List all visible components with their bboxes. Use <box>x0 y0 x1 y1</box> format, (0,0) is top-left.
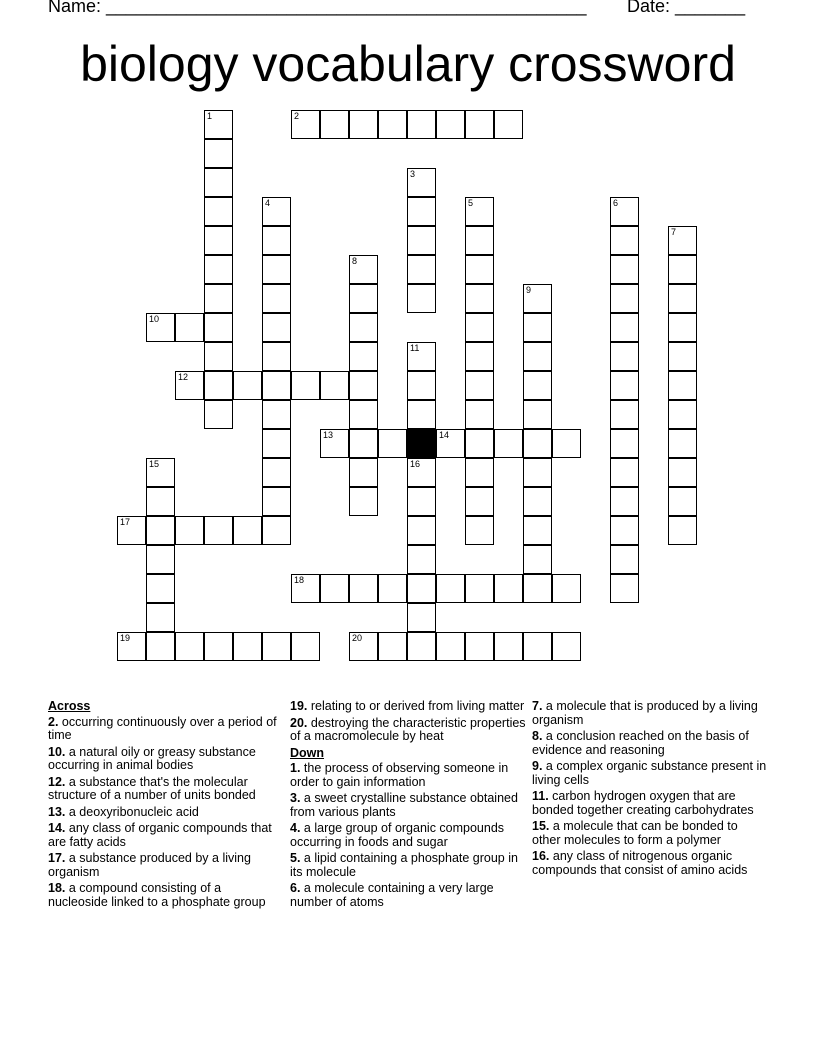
grid-cell[interactable] <box>465 574 494 603</box>
grid-cell[interactable] <box>610 458 639 487</box>
grid-cell[interactable] <box>494 632 523 661</box>
grid-cell[interactable] <box>349 371 378 400</box>
grid-cell[interactable] <box>262 429 291 458</box>
grid-cell[interactable] <box>117 516 146 545</box>
grid-cell[interactable] <box>146 458 175 487</box>
clue-number: 3 <box>410 169 416 179</box>
clue-item <box>290 762 526 789</box>
grid-cell[interactable] <box>378 574 407 603</box>
grid-cell[interactable] <box>349 255 378 284</box>
grid-cell[interactable] <box>610 400 639 429</box>
grid-cell[interactable] <box>349 632 378 661</box>
clue-number: 16 <box>410 459 421 469</box>
grid-cell[interactable] <box>146 574 175 603</box>
clue-number: 14 <box>439 430 450 440</box>
clue-item-number: 12. <box>48 774 66 789</box>
grid-cell[interactable] <box>204 371 233 400</box>
grid-cell[interactable] <box>407 516 436 545</box>
grid-cell[interactable] <box>146 313 175 342</box>
clue-item-number: 15. <box>532 819 550 833</box>
grid-cell[interactable] <box>204 226 233 255</box>
grid-cell[interactable] <box>262 632 291 661</box>
down-clue-list-continued <box>532 700 768 877</box>
clue-item <box>290 792 526 819</box>
clue-item-text: any class of organic compounds that are fatty acids <box>48 821 272 849</box>
grid-cell[interactable] <box>204 197 233 226</box>
grid-cell[interactable] <box>407 197 436 226</box>
grid-cell[interactable] <box>407 110 436 139</box>
grid-cell[interactable] <box>610 255 639 284</box>
grid-cell[interactable] <box>262 197 291 226</box>
grid-cell[interactable] <box>175 632 204 661</box>
grid-cell[interactable] <box>668 284 697 313</box>
grid-cell[interactable] <box>407 371 436 400</box>
page-title: biology vocabulary crossword <box>80 36 736 92</box>
grid-cell[interactable] <box>378 110 407 139</box>
grid-cell[interactable] <box>610 516 639 545</box>
grid-cell[interactable] <box>610 487 639 516</box>
grid-cell[interactable] <box>465 255 494 284</box>
grid-cell[interactable] <box>262 255 291 284</box>
grid-cell[interactable] <box>668 429 697 458</box>
grid-cell[interactable] <box>668 255 697 284</box>
clue-item-number: 11. <box>532 789 549 803</box>
black-cell <box>407 429 436 458</box>
grid-cell[interactable] <box>552 574 581 603</box>
grid-cell[interactable] <box>291 632 320 661</box>
grid-cell[interactable] <box>465 429 494 458</box>
grid-cell[interactable] <box>349 284 378 313</box>
clues-column-2 <box>290 700 526 912</box>
clue-item <box>532 820 768 847</box>
grid-cell[interactable] <box>146 632 175 661</box>
down-heading: Down <box>290 745 325 760</box>
clue-item-text: a molecule that can be bonded to other molecules to form a polymer <box>532 819 738 847</box>
clue-item <box>48 716 284 743</box>
grid-cell[interactable] <box>552 429 581 458</box>
clue-item <box>532 760 768 787</box>
grid-cell[interactable] <box>407 487 436 516</box>
grid-cell[interactable] <box>668 313 697 342</box>
grid-cell[interactable] <box>349 313 378 342</box>
grid-cell[interactable] <box>407 284 436 313</box>
grid-cell[interactable] <box>436 110 465 139</box>
grid-cell[interactable] <box>436 429 465 458</box>
grid-cell[interactable] <box>204 400 233 429</box>
grid-cell[interactable] <box>523 342 552 371</box>
grid-cell[interactable] <box>523 458 552 487</box>
grid-cell[interactable] <box>204 284 233 313</box>
clue-item <box>48 822 284 849</box>
clue-item <box>290 882 526 909</box>
clue-item-text: destroying the characteristic properties of a macromolecule by heat <box>290 715 526 743</box>
grid-cell[interactable] <box>146 516 175 545</box>
grid-cell[interactable] <box>146 545 175 574</box>
clue-item-number: 14. <box>48 821 66 835</box>
grid-cell[interactable] <box>610 545 639 574</box>
grid-cell[interactable] <box>262 400 291 429</box>
grid-cell[interactable] <box>668 400 697 429</box>
clue-item-text: a deoxyribonucleic acid <box>65 804 199 819</box>
grid-cell[interactable] <box>349 458 378 487</box>
grid-cell[interactable] <box>668 342 697 371</box>
grid-cell[interactable] <box>523 545 552 574</box>
grid-cell[interactable] <box>668 516 697 545</box>
grid-cell[interactable] <box>610 371 639 400</box>
grid-cell[interactable] <box>204 516 233 545</box>
clue-item-text: a complex organic substance present in living cells <box>532 759 767 787</box>
grid-cell[interactable] <box>465 284 494 313</box>
clue-item <box>290 700 526 714</box>
grid-cell[interactable] <box>262 458 291 487</box>
across-clue-list <box>48 716 284 910</box>
grid-cell[interactable] <box>175 371 204 400</box>
date-label: Date: <box>627 0 676 16</box>
grid-cell[interactable] <box>291 574 320 603</box>
clue-number: 1 <box>207 111 213 121</box>
clue-number: 4 <box>265 198 271 208</box>
clue-item-text: a molecule containing a very large number of atoms <box>290 881 494 909</box>
clue-item-text: the process of observing someone in order to gain information <box>290 761 509 789</box>
clue-item-text: a sweet crystalline substance obtained from various plants <box>290 791 518 819</box>
clue-item-number: 13. <box>48 804 66 819</box>
grid-cell[interactable] <box>262 226 291 255</box>
grid-cell[interactable] <box>523 516 552 545</box>
grid-cell[interactable] <box>610 342 639 371</box>
clue-item-number: 17. <box>48 851 66 865</box>
grid-cell[interactable] <box>407 603 436 632</box>
grid-cell[interactable] <box>465 632 494 661</box>
clue-item <box>290 852 526 879</box>
grid-cell[interactable] <box>320 429 349 458</box>
grid-cell[interactable] <box>668 226 697 255</box>
grid-cell[interactable] <box>204 168 233 197</box>
clue-number: 9 <box>526 285 532 295</box>
grid-cell[interactable] <box>465 226 494 255</box>
grid-cell[interactable] <box>407 255 436 284</box>
clue-item <box>532 790 768 817</box>
clue-item <box>48 852 284 879</box>
grid-cell[interactable] <box>407 632 436 661</box>
clue-item-text: a substance produced by a living organism <box>48 851 251 879</box>
grid-cell[interactable] <box>262 516 291 545</box>
clue-item <box>290 717 526 744</box>
grid-cell[interactable] <box>320 110 349 139</box>
clue-item <box>532 850 768 877</box>
clue-number: 5 <box>468 198 474 208</box>
grid-cell[interactable] <box>146 487 175 516</box>
grid-cell[interactable] <box>610 197 639 226</box>
clue-number: 2 <box>294 111 300 121</box>
clue-item-text: a natural oily or greasy substance occurring in animal bodies <box>48 744 256 772</box>
grid-cell[interactable] <box>407 400 436 429</box>
clue-item-number: 10. <box>48 744 66 759</box>
grid-cell[interactable] <box>204 255 233 284</box>
grid-cell[interactable] <box>610 284 639 313</box>
grid-cell[interactable] <box>610 313 639 342</box>
grid-cell[interactable] <box>407 342 436 371</box>
grid-cell[interactable] <box>320 574 349 603</box>
clue-number: 11 <box>410 343 420 353</box>
clue-item-number: 5. <box>290 851 301 865</box>
clue-item-text: any class of nitrogenous organic compounds that consist of amino acids <box>532 849 748 877</box>
clue-number: 12 <box>178 372 189 382</box>
grid-cell[interactable] <box>204 342 233 371</box>
grid-cell[interactable] <box>465 487 494 516</box>
clue-item-number: 19. <box>290 699 308 713</box>
grid-cell[interactable] <box>494 110 523 139</box>
clue-item-text: a lipid containing a phosphate group in its molecule <box>290 851 518 879</box>
grid-cell[interactable] <box>407 458 436 487</box>
clue-number: 20 <box>352 633 363 643</box>
clue-item-text: occurring continuously over a period of time <box>48 714 277 742</box>
grid-cell[interactable] <box>465 371 494 400</box>
clue-item <box>48 806 284 820</box>
grid-cell[interactable] <box>175 516 204 545</box>
grid-cell[interactable] <box>146 603 175 632</box>
across-clue-list-continued <box>290 700 526 744</box>
clue-item <box>290 822 526 849</box>
down-clue-list <box>290 762 526 909</box>
grid-cell[interactable] <box>204 110 233 139</box>
grid-cell[interactable] <box>407 226 436 255</box>
clues-column-1 <box>48 700 284 912</box>
grid-cell[interactable] <box>610 429 639 458</box>
grid-cell[interactable] <box>523 284 552 313</box>
grid-cell[interactable] <box>291 110 320 139</box>
grid-cell[interactable] <box>465 313 494 342</box>
clue-item-number: 2. <box>48 714 59 729</box>
clue-item-number: 6. <box>290 881 301 895</box>
grid-cell[interactable] <box>465 342 494 371</box>
clue-item-text: a compound consisting of a nucleoside linked to a phosphate group <box>48 881 266 909</box>
grid-cell[interactable] <box>117 632 146 661</box>
clue-number: 17 <box>120 517 131 527</box>
clue-number: 13 <box>323 430 334 440</box>
clue-item-number: 7. <box>532 699 543 713</box>
grid-cell[interactable] <box>349 487 378 516</box>
clue-item-number: 9. <box>532 759 543 773</box>
clue-item <box>532 700 768 727</box>
date-blank[interactable]: _______ <box>675 0 746 16</box>
grid-cell[interactable] <box>407 545 436 574</box>
grid-cell[interactable] <box>204 139 233 168</box>
clue-item-text: a molecule that is produced by a living organism <box>532 699 758 727</box>
grid-cell[interactable] <box>320 371 349 400</box>
clue-item <box>48 776 284 803</box>
clue-item <box>532 730 768 757</box>
grid-cell[interactable] <box>465 197 494 226</box>
grid-cell[interactable] <box>668 487 697 516</box>
clue-item <box>48 746 284 773</box>
grid-cell[interactable] <box>204 313 233 342</box>
grid-cell[interactable] <box>610 574 639 603</box>
grid-cell[interactable] <box>349 400 378 429</box>
grid-cell[interactable] <box>523 371 552 400</box>
clue-item-text: a large group of organic compounds occurring in foods and sugar <box>290 821 505 849</box>
clue-number: 18 <box>294 575 305 585</box>
grid-cell[interactable] <box>465 110 494 139</box>
grid-cell[interactable] <box>378 429 407 458</box>
grid-cell[interactable] <box>465 400 494 429</box>
grid-cell[interactable] <box>523 487 552 516</box>
grid-cell[interactable] <box>523 400 552 429</box>
grid-cell[interactable] <box>436 632 465 661</box>
clues-column-3 <box>532 700 768 880</box>
clue-item-text: a conclusion reached on the basis of evidence and reasoning <box>532 729 749 757</box>
grid-cell[interactable] <box>175 313 204 342</box>
grid-cell[interactable] <box>523 574 552 603</box>
clue-item-text: carbon hydrogen oxygen that are bonded together creating carbohydrates <box>532 789 754 817</box>
grid-cell[interactable] <box>262 342 291 371</box>
across-heading: Across <box>48 699 91 713</box>
grid-cell[interactable] <box>349 574 378 603</box>
name-blank[interactable]: ________________________________________________ <box>106 0 587 16</box>
grid-cell[interactable] <box>523 632 552 661</box>
grid-cell[interactable] <box>436 574 465 603</box>
grid-cell[interactable] <box>465 458 494 487</box>
clue-item-number: 8. <box>532 729 543 743</box>
grid-cell[interactable] <box>523 313 552 342</box>
clue-item-number: 1. <box>290 761 301 775</box>
grid-cell[interactable] <box>552 632 581 661</box>
name-label: Name: <box>48 0 107 16</box>
grid-cell[interactable] <box>349 429 378 458</box>
clue-item-number: 4. <box>290 821 301 835</box>
grid-cell[interactable] <box>233 632 262 661</box>
grid-cell[interactable] <box>233 516 262 545</box>
grid-cell[interactable] <box>494 429 523 458</box>
grid-cell[interactable] <box>407 574 436 603</box>
clue-number: 7 <box>671 227 677 237</box>
clue-number: 6 <box>613 198 619 208</box>
clue-item-number: 3. <box>290 791 301 805</box>
clue-item-number: 16. <box>532 849 550 863</box>
clue-item <box>48 882 284 909</box>
clue-number: 19 <box>120 633 131 643</box>
clue-number: 15 <box>149 459 160 469</box>
grid-cell[interactable] <box>523 429 552 458</box>
clue-number: 10 <box>149 314 160 324</box>
grid-cell[interactable] <box>262 284 291 313</box>
grid-cell[interactable] <box>668 371 697 400</box>
grid-cell[interactable] <box>204 632 233 661</box>
clue-item-number: 18. <box>48 881 66 895</box>
grid-cell[interactable] <box>262 487 291 516</box>
clue-number: 8 <box>352 256 358 266</box>
clue-item-number: 20. <box>290 715 308 730</box>
grid-cell[interactable] <box>291 371 320 400</box>
clue-item-text: relating to or derived from living matter <box>307 699 525 713</box>
grid-cell[interactable] <box>668 458 697 487</box>
grid-cell[interactable] <box>349 342 378 371</box>
grid-cell[interactable] <box>494 574 523 603</box>
grid-cell[interactable] <box>610 226 639 255</box>
grid-cell[interactable] <box>465 516 494 545</box>
grid-cell[interactable] <box>349 110 378 139</box>
grid-cell[interactable] <box>262 313 291 342</box>
grid-cell[interactable] <box>233 371 262 400</box>
grid-cell[interactable] <box>378 632 407 661</box>
clue-item-text: a substance that's the molecular structure of a number of units bonded <box>48 774 256 802</box>
grid-cell[interactable] <box>407 168 436 197</box>
grid-cell[interactable] <box>262 371 291 400</box>
